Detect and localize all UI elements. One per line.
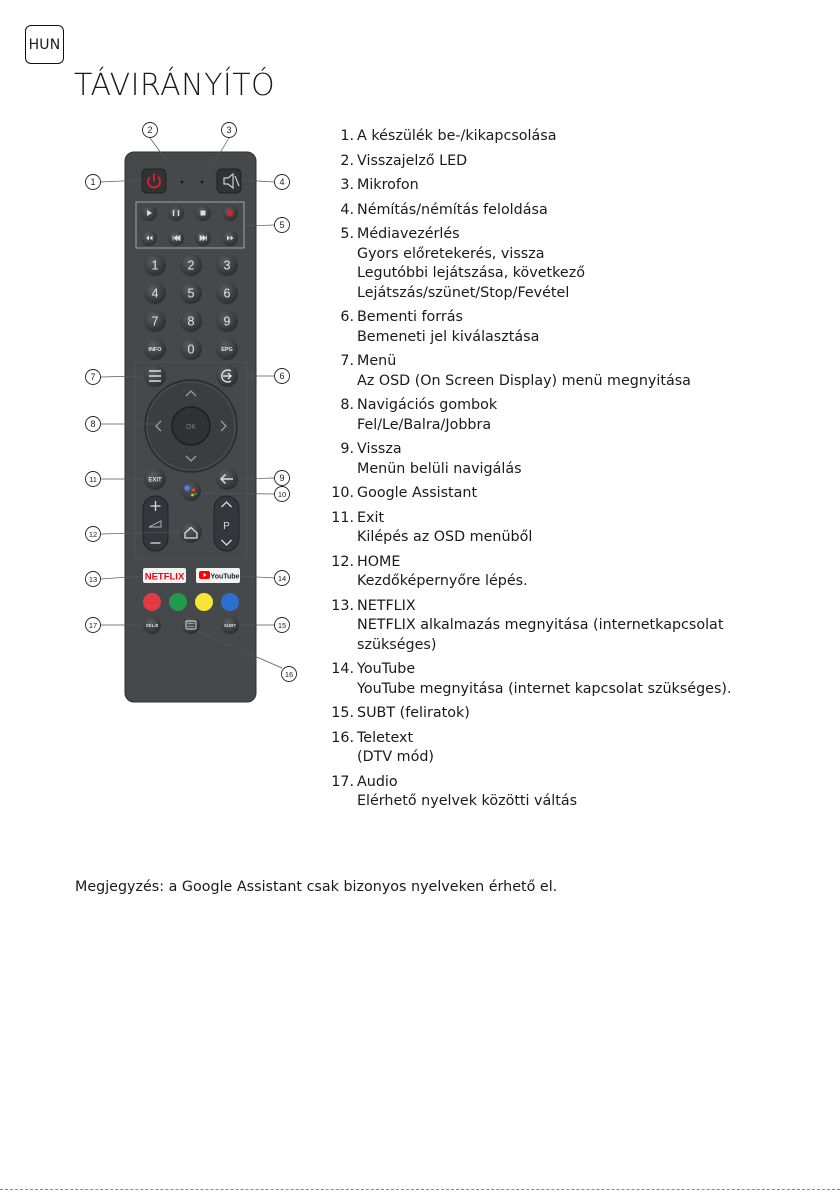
legend-number: 9. bbox=[340, 441, 354, 457]
legend-title: Némítás/némítás feloldása bbox=[357, 201, 548, 218]
legend-item bbox=[330, 509, 732, 548]
legend-number: 7. bbox=[340, 353, 354, 369]
legend-title: Navigációs gombok bbox=[357, 397, 498, 413]
legend-item bbox=[330, 308, 732, 347]
legend-number: 16. bbox=[331, 729, 354, 746]
legend-description: Kilépés az OSD menüből bbox=[357, 529, 533, 545]
legend-title: SUBT (feliratok) bbox=[357, 705, 470, 721]
legend-number: 1. bbox=[340, 128, 354, 144]
legend-item bbox=[330, 704, 732, 724]
legend-number: 4. bbox=[340, 201, 354, 218]
google-assistant-button[interactable] bbox=[181, 481, 201, 501]
netflix-logo: NETFLIX bbox=[144, 571, 185, 583]
callout-number: 2 bbox=[147, 125, 153, 135]
callout-number: 13 bbox=[88, 575, 98, 584]
legend-title: Médiavezérlés bbox=[357, 226, 460, 242]
legend-title: Exit bbox=[357, 509, 385, 526]
legend-number: 10. bbox=[331, 485, 354, 501]
red-button[interactable] bbox=[143, 593, 161, 611]
yellow-button[interactable] bbox=[195, 593, 213, 611]
legend-description: YouTube megnyitása (internet kapcsolat szükséges). bbox=[357, 680, 732, 697]
remote-control-figure bbox=[70, 110, 310, 710]
callout-number: 8 bbox=[90, 419, 96, 429]
key-7-label: 7 bbox=[151, 314, 159, 329]
legend-number: 6. bbox=[340, 309, 354, 325]
key-0-label: 0 bbox=[187, 342, 195, 357]
key-2-label: 2 bbox=[187, 258, 195, 273]
key-8-label: 8 bbox=[187, 314, 195, 329]
callout-number: 1 bbox=[90, 177, 96, 187]
callout-number: 3 bbox=[226, 125, 232, 135]
callout-number: 7 bbox=[90, 372, 96, 382]
legend-description: NETFLIX alkalmazás megnyitása (internetkapcsolat bbox=[357, 617, 724, 633]
language-badge: HUN bbox=[25, 25, 64, 64]
legend-description: Legutóbbi lejátszása, következő bbox=[357, 265, 585, 281]
callout-number: 17 bbox=[88, 621, 98, 630]
key-5-label: 5 bbox=[187, 286, 195, 301]
legend-description: Elérhető nyelvek közötti váltás bbox=[357, 793, 578, 809]
legend-item bbox=[330, 201, 732, 221]
legend-item bbox=[330, 396, 732, 435]
legend-item bbox=[330, 352, 732, 391]
pause-button[interactable] bbox=[168, 205, 184, 221]
legend-item bbox=[330, 729, 732, 768]
key-epg-label: EPG bbox=[221, 347, 233, 353]
legend-description: Kezdőképernyőre lépés. bbox=[357, 573, 528, 589]
legend-number: 14. bbox=[331, 661, 354, 677]
page-title: TÁVIRÁNYÍTÓ bbox=[74, 68, 276, 103]
ok-label: OK bbox=[185, 424, 197, 431]
legend-description: Az OSD (On Screen Display) menü megnyitása bbox=[357, 372, 691, 389]
legend-description: Menün belüli navigálás bbox=[357, 460, 522, 477]
legend-number: 11. bbox=[331, 509, 354, 526]
legend-number: 13. bbox=[331, 597, 354, 614]
key-1-label: 1 bbox=[151, 258, 159, 273]
record-icon bbox=[227, 210, 233, 216]
exit-label: EXIT bbox=[148, 477, 162, 484]
legend-title: Menü bbox=[357, 353, 397, 369]
key-9-label: 9 bbox=[223, 314, 231, 329]
legend-description: Bemeneti jel kiválasztása bbox=[357, 328, 540, 345]
stop-icon bbox=[201, 211, 206, 216]
youtube-logo: YouTube bbox=[210, 573, 240, 581]
callout-number: 4 bbox=[279, 177, 285, 187]
legend-item bbox=[330, 127, 732, 147]
legend-description: Gyors előretekerés, vissza bbox=[357, 245, 545, 262]
key-4-label: 4 bbox=[151, 286, 159, 301]
legend-title: HOME bbox=[357, 553, 401, 570]
legend-title: Visszajelző LED bbox=[357, 152, 468, 169]
green-button[interactable] bbox=[169, 593, 187, 611]
legend-description: szükséges) bbox=[357, 636, 437, 653]
key-info-label: INFO bbox=[148, 347, 162, 353]
callout-number: 10 bbox=[277, 490, 287, 499]
legend-title: Google Assistant bbox=[357, 485, 478, 501]
legend-item bbox=[330, 440, 732, 479]
legend-title: A készülék be-/kikapcsolása bbox=[357, 128, 557, 144]
legend-number: 5. bbox=[340, 226, 354, 242]
microphone-hole bbox=[201, 181, 204, 184]
legend-item bbox=[330, 660, 732, 699]
callout-number: 6 bbox=[279, 371, 285, 381]
legend-item bbox=[330, 773, 732, 812]
program-label: P bbox=[223, 521, 230, 532]
bottom-rule bbox=[0, 1189, 840, 1190]
callout-number: 12 bbox=[88, 530, 98, 539]
legend-number: 12. bbox=[331, 553, 354, 570]
legend-number: 8. bbox=[340, 397, 354, 413]
legend-item bbox=[330, 152, 732, 172]
legend-item bbox=[330, 597, 732, 656]
legend-list bbox=[330, 127, 732, 817]
legend-item bbox=[330, 225, 732, 303]
legend-description: Lejátszás/szünet/Stop/Fevétel bbox=[357, 284, 570, 301]
callout-number: 14 bbox=[277, 574, 287, 583]
legend-number: 15. bbox=[331, 705, 354, 721]
home-button[interactable] bbox=[180, 521, 202, 543]
indicator-led bbox=[181, 181, 184, 184]
remote-diagram bbox=[70, 110, 310, 710]
callout-number: 11 bbox=[89, 475, 97, 484]
key-6-label: 6 bbox=[223, 286, 231, 301]
audio-label: SEL/II bbox=[145, 623, 159, 628]
legend-item bbox=[330, 484, 732, 504]
legend-title: Audio bbox=[357, 773, 398, 790]
legend-title: Vissza bbox=[357, 441, 402, 457]
blue-button[interactable] bbox=[221, 593, 239, 611]
key-3-label: 3 bbox=[223, 258, 231, 273]
legend-item bbox=[330, 553, 732, 592]
legend-title: Mikrofon bbox=[357, 177, 419, 193]
legend-description: Fel/Le/Balra/Jobbra bbox=[357, 416, 492, 433]
legend-title: Bementi forrás bbox=[357, 309, 464, 325]
footnote: Megjegyzés: a Google Assistant csak bizonyos nyelveken érhető el. bbox=[75, 879, 558, 895]
callout-number: 5 bbox=[279, 220, 285, 230]
legend-description: (DTV mód) bbox=[357, 749, 434, 765]
legend-item bbox=[330, 176, 732, 196]
callout-number: 16 bbox=[284, 670, 294, 679]
legend-title: YouTube bbox=[357, 661, 416, 677]
legend-title: NETFLIX bbox=[357, 597, 416, 614]
subtitle-label: SUBT bbox=[223, 623, 237, 628]
legend-number: 2. bbox=[340, 152, 354, 169]
legend-title: Teletext bbox=[357, 729, 414, 746]
legend-number: 17. bbox=[331, 773, 354, 790]
callout-number: 15 bbox=[277, 621, 287, 630]
callout-number: 9 bbox=[279, 473, 285, 483]
legend-number: 3. bbox=[340, 177, 354, 193]
